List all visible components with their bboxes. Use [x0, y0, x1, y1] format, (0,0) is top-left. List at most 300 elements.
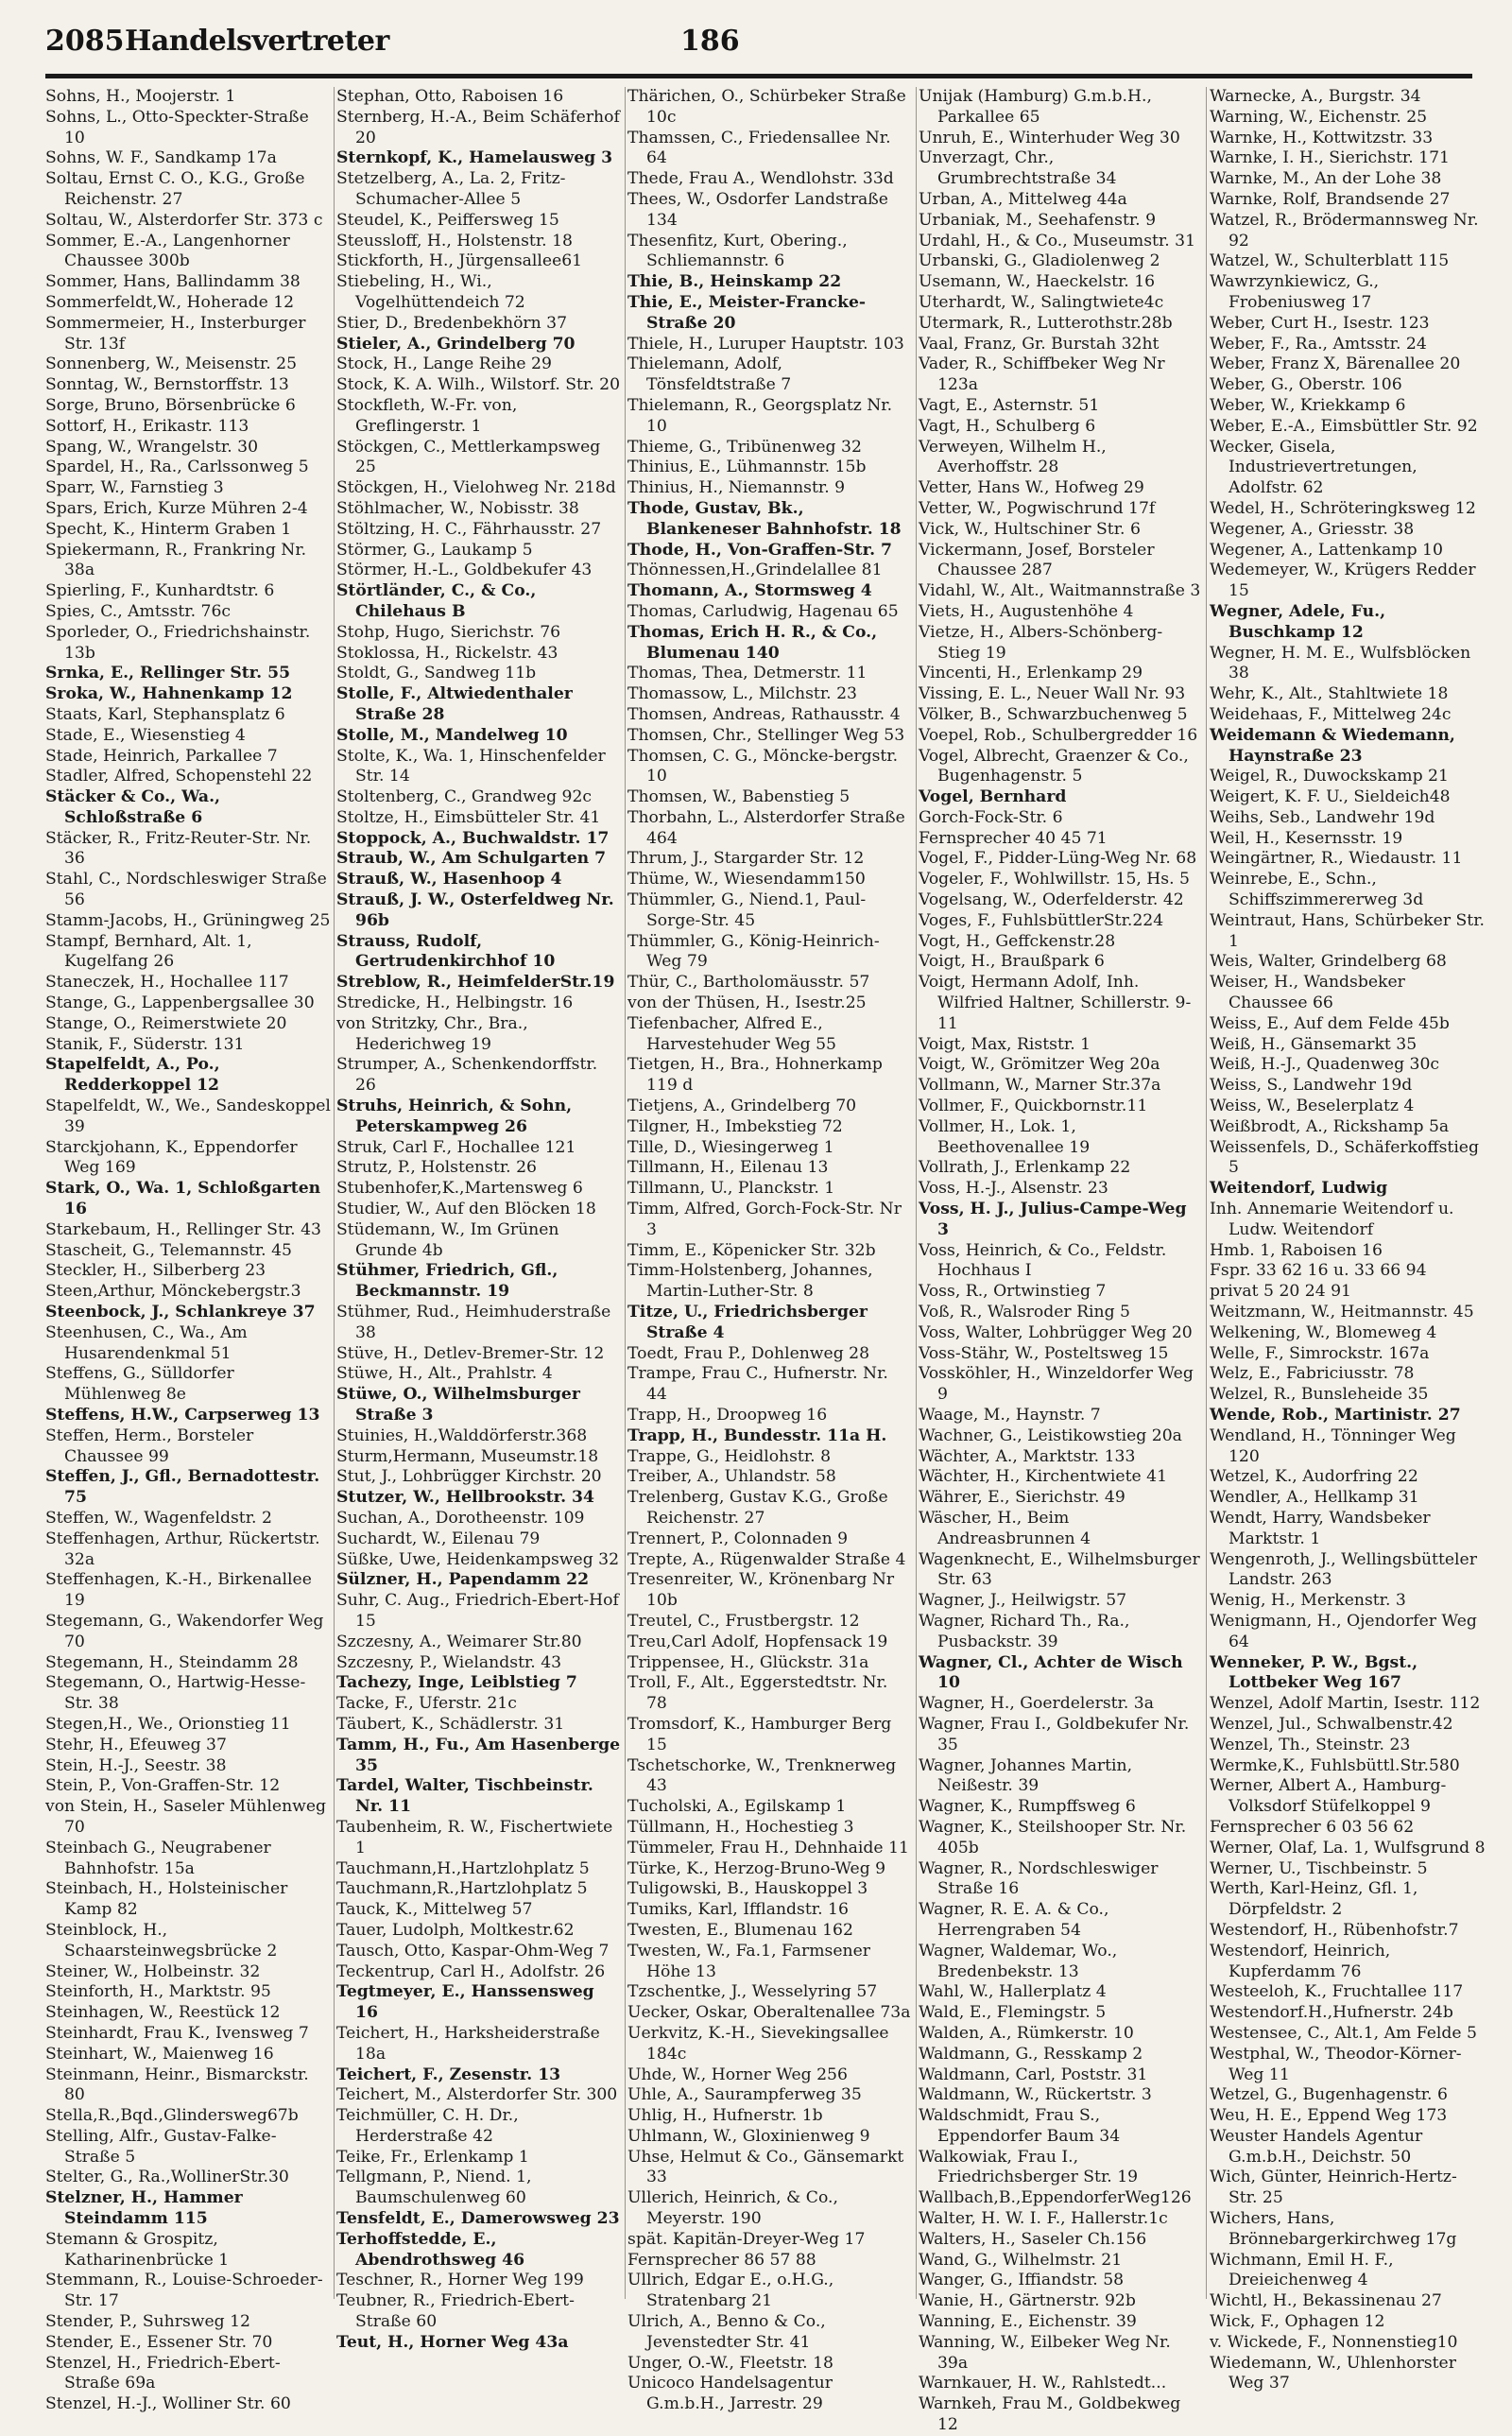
directory-entry: Studier, W., Auf den Blöcken 18 [336, 1200, 596, 1219]
directory-entry: Voss, H.-J., Alsenstr. 23 [919, 1179, 1108, 1199]
directory-entry: Taubenheim, R. W., Fischertwiete 1 [336, 1817, 613, 1857]
directory-entry: Streblow, R., HeimfelderStr.19 [336, 973, 615, 993]
directory-entry: Werner, Albert A., Hamburg-Volksdorf Stüfelkoppel 9 [1210, 1776, 1447, 1817]
directory-entry: Stemmann, R., Louise-Schroeder-Str. 17 [45, 2271, 323, 2311]
directory-entry: Usemann, W., Haeckelstr. 16 [919, 272, 1156, 292]
directory-entry: Stange, G., Lappenbergsallee 30 [45, 993, 315, 1013]
directory-entry: Soltau, Ernst C. O., K.G., Große Reichenstr. 27 [45, 169, 305, 209]
directory-entry: Thees, W., Osdorfer Landstraße 134 [627, 189, 888, 230]
directory-entry: Sparr, W., Farnstieg 3 [45, 478, 224, 498]
directory-entry: Stegen,H., We., Orionstieg 11 [45, 1714, 291, 1734]
directory-entry: Stapelfeldt, W., We., Sandeskoppel 39 [45, 1097, 331, 1136]
directory-entry: Weber, G., Oberstr. 106 [1210, 375, 1402, 395]
directory-entry: Weitendorf, Ludwig [1210, 1179, 1388, 1199]
directory-entry: Sohns, W. F., Sandkamp 17a [45, 148, 277, 168]
directory-entry: Weiser, H., Wandsbeker Chaussee 66 [1210, 973, 1405, 1013]
directory-entry: Stüwe, O., Wilhelmsburger Straße 3 [336, 1385, 580, 1425]
directory-entry: Täubert, K., Schädlerstr. 31 [336, 1714, 565, 1734]
directory-entry: Titze, U., Friedrichsberger Straße 4 [627, 1303, 868, 1342]
directory-entry: Thielemann, R., Georgsplatz Nr. 10 [627, 395, 893, 436]
directory-entry: Spiekermann, R., Frankring Nr. 38a [45, 540, 307, 580]
section-title: Handelsvertreter [125, 25, 389, 58]
directory-entry: Uhde, W., Horner Weg 256 [627, 2065, 848, 2084]
directory-entry: Treu,Carl Adolf, Hopfensack 19 [627, 1632, 888, 1651]
directory-entry: Sroka, W., Hahnenkamp 12 [45, 684, 293, 704]
directory-entry: Weber, W., Kriekkamp 6 [1210, 395, 1406, 415]
directory-entry: Thie, E., Meister-Francke-Straße 20 [627, 292, 867, 333]
directory-entry: Struhs, Heinrich, & Sohn, Peterskampweg 26 [336, 1097, 573, 1136]
directory-entry: Unicoco Handelsagentur G.m.b.H., Jarrestr. 29 [627, 2374, 833, 2414]
directory-entry: Thomassow, L., Milchstr. 23 [627, 684, 857, 704]
directory-entry: Wagner, Waldemar, Wo., Bredenbekstr. 13 [919, 1941, 1118, 1981]
directory-entry: Stüve, H., Detlev-Bremer-Str. 12 [336, 1343, 605, 1363]
directory-entry: Stampf, Bernhard, Alt. 1, Kugelfang 26 [45, 931, 252, 972]
directory-entry: Wäscher, H., Beim Andreasbrunnen 4 [919, 1508, 1091, 1548]
directory-entry: Stickforth, H., Jürgensallee61 [336, 251, 583, 271]
directory-entry: Thamssen, C., Friedensallee Nr. 64 [627, 128, 891, 168]
directory-entry: Voges, F., FuhlsbüttlerStr.224 [919, 910, 1164, 930]
directory-entry: Stahl, C., Nordschleswiger Straße 56 [45, 870, 327, 910]
directory-entry: Warnkeh, Frau M., Goldbekweg 12 [919, 2394, 1181, 2435]
directory-entry: Gorch-Fock-Str. 6 [919, 807, 1063, 827]
directory-entry: Vollmann, W., Marner Str.37a [919, 1076, 1161, 1096]
directory-entry: Stenzel, H.-J., Wolliner Str. 60 [45, 2394, 291, 2414]
directory-entry: Terhoffstedde, E., Abendrothsweg 46 [336, 2229, 525, 2270]
directory-entry: Warnke, I. H., Sierichstr. 171 [1210, 148, 1450, 168]
directory-entry: Suchardt, W., Eilenau 79 [336, 1529, 541, 1548]
directory-entry: Watzel, W., Schulterblatt 115 [1210, 251, 1450, 271]
directory-entry: Trapp, H., Droopweg 16 [627, 1406, 828, 1425]
directory-entry: Vollrath, J., Erlenkamp 22 [919, 1158, 1131, 1178]
directory-entry: Waldmann, W., Rückertstr. 3 [919, 2085, 1152, 2105]
directory-entry: Thomas, Carludwig, Hagenau 65 [627, 601, 899, 621]
directory-entry: Weiss, S., Landwehr 19d [1210, 1076, 1413, 1096]
directory-entry: Tauer, Ludolph, Moltkestr.62 [336, 1920, 575, 1940]
directory-entry: Waldmann, Carl, Poststr. 31 [919, 2065, 1148, 2084]
directory-entry: Tzschentke, J., Wesselyring 57 [627, 1982, 878, 2002]
directory-entry: Steffen, J., Gfl., Bernadottestr. 75 [45, 1467, 320, 1508]
directory-entry: Weiss, W., Beselerplatz 4 [1210, 1097, 1415, 1116]
directory-entry: Watzel, R., Brödermannsweg Nr. 92 [1210, 210, 1479, 251]
directory-entry: Tiefenbacher, Alfred E., Harvestehuder Weg 55 [627, 1013, 836, 1054]
directory-entry: Stoklossa, H., Rickelstr. 43 [336, 643, 558, 663]
directory-entry: Teschner, R., Horner Weg 199 [336, 2271, 584, 2290]
directory-entry: Stade, Heinrich, Parkallee 7 [45, 746, 278, 766]
directory-entry: Warnke, H., Kottwitzstr. 33 [1210, 128, 1434, 147]
directory-entry: Stadler, Alfred, Schopenstehl 22 [45, 767, 313, 786]
directory-entry: Wagner, R., Nordschleswiger Straße 16 [919, 1858, 1159, 1899]
directory-entry: Weiß, H., Gänsemarkt 35 [1210, 1034, 1418, 1054]
directory-entry: Tardel, Walter, Tischbeinstr. Nr. 11 [336, 1776, 593, 1817]
directory-entry: Thärichen, O., Schürbeker Straße 10c [627, 87, 906, 127]
directory-entry: Steinhagen, W., Reestück 12 [45, 2003, 281, 2023]
directory-entry: Wichmann, Emil H. F., Dreieichenweg 4 [1210, 2250, 1394, 2290]
directory-entry: Thür, C., Bartholomäusstr. 57 [627, 973, 870, 993]
directory-entry: Spardel, H., Ra., Carlssonweg 5 [45, 458, 309, 477]
directory-entry: Stade, E., Wiesenstieg 4 [45, 725, 246, 745]
directory-entry: Sommer, E.-A., Langenhorner Chaussee 300b [45, 231, 290, 271]
directory-entry: Twesten, E., Blumenau 162 [627, 1920, 853, 1940]
directory-entry: Thiele, H., Luruper Hauptstr. 103 [627, 334, 904, 354]
page-header [45, 25, 1472, 68]
directory-entry: Inh. Annemarie Weitendorf u. Ludw. Weitendorf [1210, 1200, 1454, 1239]
directory-entry: Strutz, P., Holstenstr. 26 [336, 1158, 537, 1178]
directory-entry: Trapp, H., Bundesstr. 11a H. [627, 1425, 887, 1445]
directory-entry: Stamm-Jacobs, H., Grüningweg 25 [45, 910, 331, 930]
directory-entry: Steinbach, H., Holsteinischer Kamp 82 [45, 1879, 288, 1920]
directory-entry: Vogel, F., Pidder-Lüng-Weg Nr. 68 [919, 849, 1197, 869]
directory-entry: Fernsprecher 86 57 88 [627, 2250, 816, 2270]
directory-entry: Völker, B., Schwarzbuchenweg 5 [919, 704, 1188, 724]
directory-entry: Uecker, Oskar, Oberaltenallee 73a [627, 2003, 911, 2023]
directory-entry: Strauss, Rudolf, Gertrudenkirchhof 10 [336, 931, 556, 972]
directory-entry: Trippensee, H., Glückstr. 31a [627, 1652, 869, 1672]
directory-entry: Unruh, E., Winterhuder Weg 30 [919, 128, 1180, 147]
directory-entry: Starckjohann, K., Eppendorfer Weg 169 [45, 1137, 298, 1178]
directory-entry: Stephan, Otto, Raboisen 16 [336, 87, 564, 106]
directory-entry: Warnke, Rolf, Brandsende 27 [1210, 189, 1451, 209]
directory-entry: Tensfeldt, E., Damerowsweg 23 [336, 2209, 620, 2229]
directory-entry: Stolte, K., Wa. 1, Hinschenfelder Str. 14 [336, 746, 606, 786]
directory-entry: Trampe, Frau C., Hufnerstr. Nr. 44 [627, 1364, 888, 1405]
directory-entry: Wallbach,B.,EppendorferWeg126 [919, 2188, 1192, 2208]
directory-entry: Stehr, H., Efeuweg 37 [45, 1735, 227, 1754]
directory-entry: Ullerich, Heinrich, & Co., Meyerstr. 190 [627, 2188, 838, 2229]
directory-column-4 [919, 87, 1202, 2436]
directory-entry: Weber, E.-A., Eimsbüttler Str. 92 [1210, 416, 1478, 436]
directory-entry: Stoppock, A., Buchwaldstr. 17 [336, 828, 610, 848]
directory-entry: Tauchmann,R.,Hartzlohplatz 5 [336, 1879, 588, 1899]
directory-entry: Weis, Walter, Grindelberg 68 [1210, 952, 1447, 972]
directory-column-2 [336, 87, 622, 2354]
directory-entry: Stieler, A., Grindelberg 70 [336, 334, 576, 354]
directory-entry: Weber, Curt H., Isestr. 123 [1210, 313, 1430, 333]
directory-entry: Tresenreiter, W., Krönenbarg Nr 10b [627, 1570, 895, 1611]
directory-entry: Treiber, A., Uhlandstr. 58 [627, 1467, 836, 1487]
directory-entry: Sturm,Hermann, Museumstr.18 [336, 1446, 599, 1466]
directory-entry: Vickermann, Josef, Borsteler Chaussee 287 [919, 540, 1155, 580]
directory-entry: Sottorf, H., Erikastr. 113 [45, 416, 249, 436]
directory-entry: Tumiks, Karl, Ifflandstr. 16 [627, 1900, 849, 1920]
directory-entry: Stella,R.,Bqd.,Glindersweg67b [45, 2106, 299, 2126]
directory-entry: Stender, E., Essener Str. 70 [45, 2332, 273, 2352]
directory-entry: Uhle, A., Saurampferweg 35 [627, 2085, 862, 2105]
directory-entry: Vetter, W., Pogwischrund 17f [919, 498, 1156, 518]
directory-entry: Wächter, H., Kirchentwiete 41 [919, 1467, 1168, 1487]
directory-entry: Wagner, H., Goerdelerstr. 3a [919, 1694, 1154, 1714]
directory-entry: Strauß, J. W., Osterfeldweg Nr. 96b [336, 890, 614, 930]
directory-entry: Thede, Frau A., Wendlohstr. 33d [627, 169, 894, 189]
directory-entry: Fspr. 33 62 16 u. 33 66 94 [1210, 1261, 1427, 1281]
directory-entry: v. Wickede, F., Nonnenstieg10 [1210, 2332, 1458, 2352]
directory-entry: Vaal, Franz, Gr. Burstah 32ht [919, 334, 1160, 354]
directory-entry: Uhlmann, W., Gloxinienweg 9 [627, 2126, 870, 2146]
directory-entry: Vetter, Hans W., Hofweg 29 [919, 478, 1144, 498]
directory-entry: Steffen, W., Wagenfeldstr. 2 [45, 1508, 272, 1528]
directory-entry: Sternberg, H.-A., Beim Schäferhof 20 [336, 107, 620, 147]
directory-entry: Thorbahn, L., Alsterdorfer Straße 464 [627, 807, 905, 848]
column-divider [1206, 87, 1207, 2299]
directory-entry: Wagner, K., Rumpffsweg 6 [919, 1797, 1136, 1817]
directory-entry: Weuster Handels Agentur G.m.b.H., Deichstr. 50 [1210, 2126, 1423, 2167]
directory-entry: Wenzel, Jul., Schwalbenstr.42 [1210, 1714, 1453, 1734]
directory-entry: Teichert, F., Zesenstr. 13 [336, 2065, 561, 2084]
directory-entry: Vagt, E., Asternstr. 51 [919, 395, 1100, 415]
directory-entry: Voigt, Max, Riststr. 1 [919, 1034, 1091, 1054]
directory-entry: Treutel, C., Frustbergstr. 12 [627, 1611, 860, 1631]
directory-entry: Utermark, R., Lutterothstr.28b [919, 313, 1173, 333]
directory-column-1 [45, 87, 331, 2415]
directory-entry: Tille, D., Wiesingerweg 1 [627, 1137, 834, 1157]
directory-entry: Teckentrup, Carl H., Adolfstr. 26 [336, 1961, 606, 1981]
directory-entry: Thomas, Erich H. R., & Co., Blumenau 140 [627, 622, 878, 663]
directory-entry: Westendorf, Heinrich, Kupferdamm 76 [1210, 1941, 1391, 1981]
directory-entry: Wendler, A., Hellkamp 31 [1210, 1488, 1419, 1508]
directory-entry: Tausch, Otto, Kaspar-Ohm-Weg 7 [336, 1941, 610, 1961]
directory-entry: Strumper, A., Schenkendorffstr. 26 [336, 1055, 598, 1096]
directory-entry: Sorge, Bruno, Börsenbrücke 6 [45, 395, 296, 415]
directory-entry: Walters, H., Saseler Ch.156 [919, 2229, 1147, 2249]
column-divider [334, 87, 335, 2299]
directory-entry: Thinius, H., Niemannstr. 9 [627, 478, 846, 498]
directory-entry: Westendorf, H., Rübenhofstr.7 [1210, 1920, 1459, 1940]
directory-entry: Stock, H., Lange Reihe 29 [336, 354, 552, 374]
directory-entry: Tauchmann,H.,Hartzlohplatz 5 [336, 1858, 590, 1878]
directory-entry: Spang, W., Wrangelstr. 30 [45, 437, 259, 457]
directory-entry: Weißbrodt, A., Rickshamp 5a [1210, 1116, 1450, 1136]
directory-entry: Tilgner, H., Imbekstieg 72 [627, 1116, 843, 1136]
column-divider [625, 87, 626, 2299]
directory-entry: Unijak (Hamburg) G.m.b.H., Parkallee 65 [919, 87, 1152, 127]
directory-entry: Walden, A., Rümkerstr. 10 [919, 2023, 1134, 2043]
directory-entry: Steffens, H.W., Carpserweg 13 [45, 1406, 320, 1425]
directory-entry: Sternkopf, K., Hamelausweg 3 [336, 148, 613, 168]
directory-entry: Tegtmeyer, E., Hanssensweg 16 [336, 1982, 594, 2023]
directory-entry: Stapelfeldt, A., Po., Redderkoppel 12 [45, 1055, 220, 1096]
directory-entry: Voss, Heinrich, & Co., Feldstr. Hochhaus I [919, 1240, 1167, 1281]
directory-entry: Vollmer, H., Lok. 1, Beethovenallee 19 [919, 1116, 1091, 1157]
directory-entry: Vincenti, H., Erlenkamp 29 [919, 664, 1143, 683]
directory-entry: Stöltzing, H. C., Fährhausstr. 27 [336, 519, 602, 539]
directory-entry: Vogeler, F., Wohlwillstr. 15, Hs. 5 [919, 870, 1190, 890]
directory-entry: Vollmer, F., Quickbornstr.11 [919, 1097, 1148, 1116]
directory-entry: Wedemeyer, W., Krügers Redder 15 [1210, 561, 1476, 601]
directory-entry: Tillmann, H., Eilenau 13 [627, 1158, 829, 1178]
directory-entry: Stoltze, H., Eimsbütteler Str. 41 [336, 807, 601, 827]
directory-entry: Wecker, Gisela, Industrievertretungen, Adolfstr. 62 [1210, 437, 1418, 498]
directory-entry: Stelling, Alfr., Gustav-Falke-Straße 5 [45, 2126, 277, 2167]
directory-entry: Stöckgen, H., Vielohweg Nr. 218d [336, 478, 616, 498]
directory-entry: Stutzer, W., Hellbrookstr. 34 [336, 1488, 594, 1508]
directory-entry: Fernsprecher 6 03 56 62 [1210, 1817, 1415, 1837]
directory-entry: Starkebaum, H., Rellinger Str. 43 [45, 1219, 321, 1239]
directory-entry: Westensee, C., Alt.1, Am Felde 5 [1210, 2023, 1477, 2043]
directory-entry: Ulrich, A., Benno & Co., Jevenstedter Str. 41 [627, 2312, 826, 2352]
directory-entry: Twesten, W., Fa.1, Farmsener Höhe 13 [627, 1941, 870, 1981]
directory-entry: Stöhlmacher, W., Nobisstr. 38 [336, 498, 579, 518]
directory-entry: Staats, Karl, Stephansplatz 6 [45, 704, 285, 724]
directory-entry: Voss-Stähr, W., Posteltsweg 15 [919, 1343, 1169, 1363]
directory-entry: Wanger, G., Iffiandstr. 58 [919, 2271, 1125, 2290]
directory-entry: Wagner, R. E. A. & Co., Herrengraben 54 [919, 1900, 1109, 1940]
directory-entry: Steffenhagen, K.-H., Birkenallee 19 [45, 1570, 312, 1611]
directory-entry: Vogel, Albrecht, Graenzer & Co., Bugenhagenstr. 5 [919, 746, 1189, 786]
directory-entry: Stark, O., Wa. 1, Schloßgarten 16 [45, 1179, 321, 1219]
directory-entry: von Stein, H., Saseler Mühlenweg 70 [45, 1797, 327, 1837]
directory-entry: Stut, J., Lohbrügger Kirchstr. 20 [336, 1467, 602, 1487]
directory-entry: Wendt, Harry, Wandsbeker Marktstr. 1 [1210, 1508, 1431, 1548]
directory-entry: Vossköhler, H., Winzeldorfer Weg 9 [919, 1364, 1194, 1405]
directory-entry: Uterhardt, W., Salingtwiete4c [919, 292, 1164, 312]
directory-entry: Vissing, E. L., Neuer Wall Nr. 93 [919, 684, 1186, 704]
directory-entry: Stier, D., Bredenbekhörn 37 [336, 313, 568, 333]
directory-column-5 [1210, 87, 1486, 2394]
directory-entry: Wengenroth, J., Wellingsbütteler Landstr. 263 [1210, 1549, 1477, 1590]
directory-entry: Tietjens, A., Grindelberg 70 [627, 1097, 857, 1116]
directory-entry: von Stritzky, Chr., Bra., Hederichweg 19 [336, 1013, 528, 1054]
directory-entry: Wermke,K., Fuhlsbüttl.Str.580 [1210, 1755, 1460, 1775]
directory-entry: Voss, R., Ortwinstieg 7 [919, 1282, 1107, 1302]
directory-entry: Stuinies, H.,Walddörferstr.368 [336, 1425, 588, 1445]
directory-entry: Sülzner, H., Papendamm 22 [336, 1570, 590, 1590]
directory-entry: Verweyen, Wilhelm H., Averhoffstr. 28 [919, 437, 1107, 477]
directory-entry: Soltau, W., Alsterdorfer Str. 373 c [45, 210, 323, 230]
directory-entry: Welle, F., Simrockstr. 167a [1210, 1343, 1430, 1363]
sheet-number: 186 [680, 25, 740, 58]
directory-entry: Thomsen, C. G., Möncke-bergstr. 10 [627, 746, 899, 786]
directory-entry: Weber, F., Ra., Amtsstr. 24 [1210, 334, 1427, 354]
directory-entry: Welz, E., Fabriciusstr. 78 [1210, 1364, 1415, 1384]
directory-entry: Wichers, Hans, Brönnebargerkirchweg 17g [1210, 2209, 1457, 2249]
directory-entry: Währer, E., Sierichstr. 49 [919, 1488, 1125, 1508]
directory-entry: Trepte, A., Rügenwalder Straße 4 [627, 1549, 906, 1569]
directory-entry: Stohp, Hugo, Sierichstr. 76 [336, 622, 561, 642]
directory-entry: Unger, O.-W., Fleetstr. 18 [627, 2353, 833, 2373]
directory-entry: Thomas, Thea, Detmerstr. 11 [627, 664, 868, 683]
directory-entry: Walter, H. W. I. F., Hallerstr.1c [919, 2209, 1168, 2229]
directory-entry: Thomsen, W., Babenstieg 5 [627, 787, 850, 807]
directory-entry: Stredicke, H., Helbingstr. 16 [336, 993, 574, 1013]
directory-entry: Thomsen, Andreas, Rathausstr. 4 [627, 704, 901, 724]
directory-entry: Stascheit, G., Telemannstr. 45 [45, 1240, 292, 1260]
directory-entry: Vick, W., Hultschiner Str. 6 [919, 519, 1141, 539]
directory-entry: Warnkauer, H. W., Rahlstedt... [919, 2374, 1167, 2393]
directory-entry: Weu, H. E., Eppend Weg 173 [1210, 2106, 1448, 2126]
directory-entry: Sonnenberg, W., Meisenstr. 25 [45, 354, 298, 374]
directory-entry: Urbanski, G., Gladiolenweg 2 [919, 251, 1160, 271]
directory-entry: Türke, K., Herzog-Bruno-Weg 9 [627, 1858, 886, 1878]
directory-entry: Werth, Karl-Heinz, Gfl. 1, Dörpfeldstr. 2 [1210, 1879, 1418, 1920]
directory-entry: Steenhusen, C., Wa., Am Husarendenkmal 51 [45, 1322, 248, 1363]
directory-entry: Toedt, Frau P., Dohlenweg 28 [627, 1343, 870, 1363]
header-rule [45, 74, 1472, 78]
directory-entry: Steffens, G., Sülldorfer Mühlenweg 8e [45, 1364, 234, 1405]
directory-entry: Wiedemann, W., Uhlenhorster Weg 37 [1210, 2353, 1456, 2393]
directory-entry: Sommermeier, H., Insterburger Str. 13f [45, 313, 306, 354]
directory-entry: spät. Kapitän-Dreyer-Weg 17 [627, 2229, 866, 2249]
directory-entry: Voepel, Rob., Schulbergredder 16 [919, 725, 1198, 745]
directory-entry: Wagner, Cl., Achter de Wisch 10 [919, 1652, 1183, 1693]
directory-entry: Sohns, H., Moojerstr. 1 [45, 87, 236, 106]
directory-entry: Uerkvitz, K.-H., Sievekingsallee 184c [627, 2023, 889, 2064]
directory-entry: Tschetschorke, W., Trenknerweg 43 [627, 1755, 897, 1796]
directory-entry: Wetzel, G., Bugenhagenstr. 6 [1210, 2085, 1448, 2105]
directory-entry: Stein, H.-J., Seestr. 38 [45, 1755, 227, 1775]
directory-entry: Vogel, Bernhard [919, 787, 1067, 807]
directory-entry: Wachner, G., Leistikowstieg 20a [919, 1425, 1182, 1445]
directory-entry: Wedel, H., Schröteringksweg 12 [1210, 498, 1476, 518]
directory-entry: Thümmler, G., Niend.1, Paul-Sorge-Str. 45 [627, 890, 867, 930]
directory-entry: Hmb. 1, Raboisen 16 [1210, 1240, 1383, 1260]
directory-entry: Thesenfitz, Kurt, Obering., Schliemannstr. 6 [627, 231, 848, 271]
directory-entry: Thüme, W., Wiesendamm150 [627, 870, 866, 890]
directory-entry: Stock, K. A. Wilh., Wilstorf. Str. 20 [336, 375, 621, 395]
directory-entry: Wawrzynkiewicz, G., Frobeniusweg 17 [1210, 272, 1380, 312]
directory-entry: Voigt, W., Grömitzer Weg 20a [919, 1055, 1160, 1075]
directory-entry: Voigt, Hermann Adolf, Inh. Wilfried Haltner, Schillerstr. 9-11 [919, 973, 1192, 1033]
directory-entry: Wegener, A., Lattenkamp 10 [1210, 540, 1443, 560]
directory-entry: Wegner, Adele, Fu., Buschkamp 12 [1210, 601, 1386, 642]
directory-entry: Viets, H., Augustenhöhe 4 [919, 601, 1134, 621]
directory-entry: Thomsen, Chr., Stellinger Weg 53 [627, 725, 905, 745]
directory-entry: Vidahl, W., Alt., Waitmannstraße 3 [919, 581, 1201, 601]
directory-entry: Stäcker & Co., Wa., Schloßstraße 6 [45, 787, 221, 827]
directory-entry: Stenzel, H., Friedrich-Ebert-Straße 69a [45, 2353, 281, 2393]
directory-entry: Stiebeling, H., Wi., Vogelhüttendeich 72 [336, 272, 525, 312]
directory-entry: Teichert, M., Alsterdorfer Str. 300 [336, 2085, 618, 2105]
directory-entry: Wich, Günter, Heinrich-Hertz-Str. 25 [1210, 2168, 1457, 2208]
directory-entry: Steinmann, Heinr., Bismarckstr. 80 [45, 2065, 309, 2105]
column-divider [916, 87, 917, 2299]
directory-entry: Stein, P., Von-Graffen-Str. 12 [45, 1776, 281, 1796]
directory-entry: Timm, Alfred, Gorch-Fock-Str. Nr 3 [627, 1200, 902, 1239]
directory-entry: Weiß, H.-J., Quadenweg 30c [1210, 1055, 1440, 1075]
directory-entry: Störmer, G., Laukamp 5 [336, 540, 533, 560]
directory-entry: Weigel, R., Duwockskamp 21 [1210, 767, 1449, 786]
directory-entry: Vader, R., Schiffbeker Weg Nr 123a [919, 354, 1165, 395]
directory-entry: Tuligowski, B., Hauskoppel 3 [627, 1879, 868, 1899]
directory-entry: Weintraut, Hans, Schürbeker Str. 1 [1210, 910, 1485, 951]
directory-entry: Wanning, W., Eilbeker Weg Nr. 39a [919, 2332, 1171, 2373]
directory-entry: Wahl, W., Hallerplatz 4 [919, 1982, 1107, 2002]
directory-entry: Westphal, W., Theodor-Körner-Weg 11 [1210, 2044, 1462, 2084]
directory-entry: Steussloff, H., Holstenstr. 18 [336, 231, 573, 251]
directory-entry: Stoltenberg, C., Grandweg 92c [336, 787, 593, 807]
directory-entry: Thinius, E., Lühmannstr. 15b [627, 458, 867, 477]
directory-entry: Sohns, L., Otto-Speckter-Straße 10 [45, 107, 309, 147]
directory-entry: Teike, Fr., Erlenkamp 1 [336, 2147, 529, 2167]
directory-entry: Voss, Walter, Lohbrügger Weg 20 [919, 1322, 1193, 1342]
directory-entry: Walkowiak, Frau I., Friedrichsberger Str. 19 [919, 2147, 1139, 2187]
directory-entry: Weingärtner, R., Wiedaustr. 11 [1210, 849, 1463, 869]
directory-entry: Tacke, F., Uferstr. 21c [336, 1694, 517, 1714]
directory-entry: Stöckgen, C., Mettlerkampsweg 25 [336, 437, 601, 477]
directory-entry: Tüllmann, H., Hochestieg 3 [627, 1817, 854, 1837]
directory-entry: Uhlig, H., Hufnerstr. 1b [627, 2106, 823, 2126]
directory-entry: Tietgen, H., Bra., Hohnerkamp 119 d [627, 1055, 883, 1096]
directory-entry: Voigt, H., Braußpark 6 [919, 952, 1105, 972]
directory-entry: Stühmer, Friedrich, Gfl., Beckmannstr. 19 [336, 1261, 558, 1302]
directory-column-3 [627, 87, 913, 2415]
directory-entry: Unverzagt, Chr., Grumbrechtstraße 34 [919, 148, 1117, 189]
directory-entry: Steinblock, H., Schaarsteinwegsbrücke 2 [45, 1920, 278, 1961]
directory-entry: Weil, H., Kesernsstr. 19 [1210, 828, 1403, 848]
directory-entry: Wetzel, K., Audorfring 22 [1210, 1467, 1418, 1487]
directory-entry: Spars, Erich, Kurze Mühren 2-4 [45, 498, 308, 518]
directory-entry: Tachezy, Inge, Leiblstieg 7 [336, 1673, 577, 1693]
directory-entry: Tümmeler, Frau H., Dehnhaide 11 [627, 1838, 909, 1857]
directory-entry: Sommer, Hans, Ballindamm 38 [45, 272, 301, 292]
